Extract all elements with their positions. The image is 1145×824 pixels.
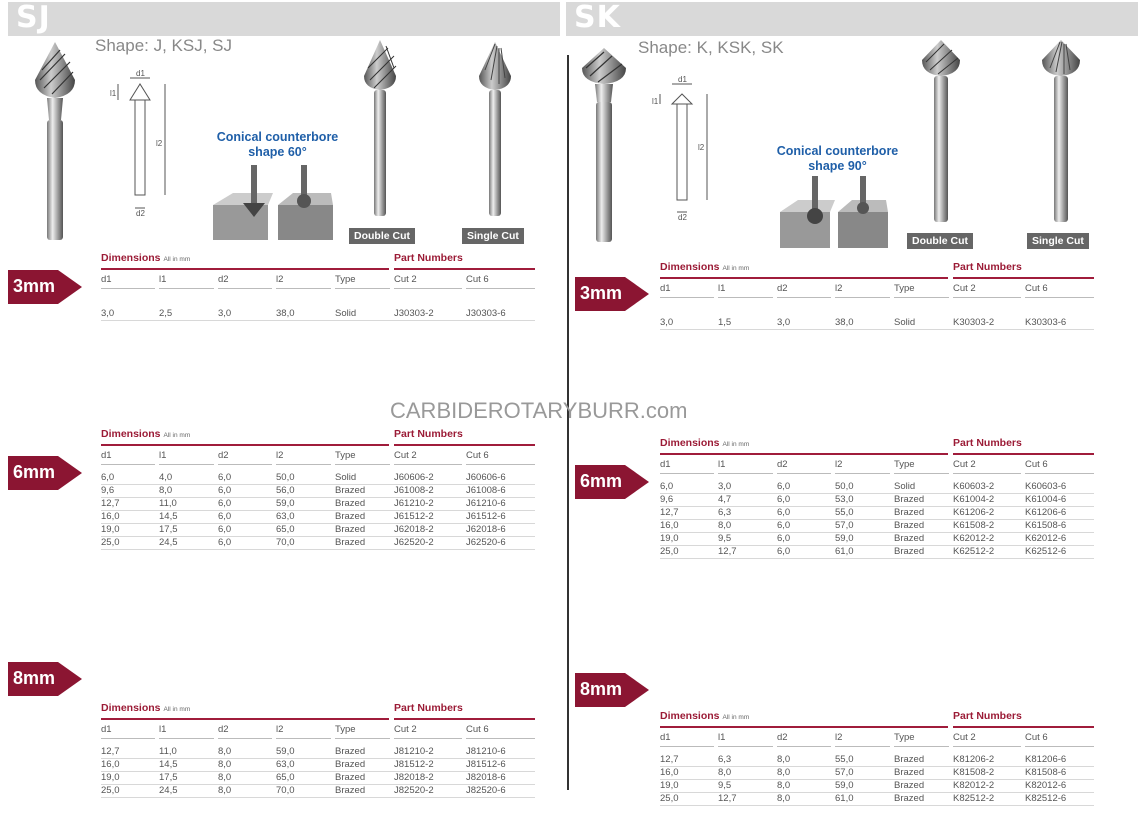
table-cell: K82012-2 [953,780,995,791]
table-cell: 16,0 [660,520,679,531]
column-header: Cut 6 [1025,283,1094,298]
column-header: d1 [101,274,155,289]
table-cell: 57,0 [835,520,854,531]
table-cell: J61210-6 [466,498,506,509]
sk-counterbore-label: Conical counterbore shape 90° [776,144,899,173]
table-cell: 61,0 [835,546,854,557]
table-cell: 11,0 [159,498,177,509]
table-cell: 16,0 [101,511,120,522]
table-cell: K81508-2 [953,767,995,778]
table-cell: 12,7 [660,754,679,765]
column-header: Type [335,274,390,289]
table-cell: 50,0 [835,481,854,492]
table-cell: Brazed [894,767,925,778]
table-cell: K61004-6 [1025,494,1067,505]
dimensions-header: Dimensions All in mm [101,428,389,446]
column-header: Cut 6 [466,724,535,739]
table-cell: 8,0 [718,767,732,778]
table-cell: Brazed [335,524,366,535]
table-cell: Solid [335,472,357,483]
table-cell: 38,0 [276,308,295,319]
table-cell: 6,0 [218,511,232,522]
table-row [660,520,1094,533]
table-cell: Brazed [894,793,925,804]
table-cell: K61004-2 [953,494,995,505]
sj-drawing-l1: l1 [110,89,117,98]
table-cell: 9,5 [718,780,732,791]
column-header: d2 [218,274,272,289]
table-cell: 55,0 [835,754,854,765]
column-header: l2 [276,450,331,465]
table-cell: 1,5 [718,317,732,328]
sk-drawing-d1: d1 [678,75,687,84]
column-header: Cut 2 [953,732,1021,747]
table-cell: Solid [335,308,357,319]
column-header: d2 [777,459,831,474]
table-cell: 6,3 [718,754,732,765]
column-header: Cut 2 [953,283,1021,298]
table-cell: 8,0 [777,754,791,765]
table-cell: J60606-6 [466,472,506,483]
table-cell: J60606-2 [394,472,434,483]
sj-counterbore-image [213,165,333,240]
table-cell: K82512-2 [953,793,995,804]
part-numbers-header: Part Numbers [953,261,1094,279]
table-cell: 59,0 [276,746,295,757]
table-row [660,507,1094,520]
table-row [101,511,535,524]
table-cell: 25,0 [660,793,679,804]
column-header: l2 [835,459,890,474]
table-cell: J30303-6 [466,308,506,319]
table-cell: Brazed [894,754,925,765]
table-cell: 3,0 [777,317,791,328]
table-cell: 8,0 [777,780,791,791]
sk-size-tag-6mm: 6mm [575,465,649,499]
table-cell: Solid [894,317,916,328]
sj-drawing-l2: l2 [156,139,163,148]
column-header: l1 [159,450,214,465]
column-header: l2 [276,724,331,739]
table-row [101,537,535,550]
table-cell: 70,0 [276,537,295,548]
table-cell: J61512-6 [466,511,506,522]
sj-size-tag-6mm: 6mm [8,456,82,490]
table-cell: Brazed [335,537,366,548]
table-row [660,317,1094,330]
table-cell: 6,0 [777,494,791,505]
column-header: Type [335,724,390,739]
sk-counterbore-image [780,176,890,248]
table-cell: 61,0 [835,793,854,804]
column-header: d2 [218,450,272,465]
column-header: l1 [718,459,773,474]
table-cell: 6,0 [101,472,115,483]
table-row [101,524,535,537]
table-cell: 6,0 [777,481,791,492]
table-cell: K82512-6 [1025,793,1067,804]
table-cell: 12,7 [718,793,737,804]
column-header: Type [894,459,949,474]
table-cell: Brazed [335,746,366,757]
part-numbers-header: Part Numbers [394,702,535,720]
table-cell: 3,0 [718,481,732,492]
table-cell: Solid [894,481,916,492]
table-cell: J81512-6 [466,759,506,770]
table-cell: 59,0 [835,533,854,544]
column-header: d2 [777,732,831,747]
sk-title: SK [574,0,621,35]
table-cell: J82520-6 [466,785,506,796]
table-cell: 55,0 [835,507,854,518]
table-cell: 16,0 [660,767,679,778]
table-cell: K82012-6 [1025,780,1067,791]
table-cell: 4,7 [718,494,732,505]
table-cell: K61206-2 [953,507,995,518]
table-cell: 6,3 [718,507,732,518]
table-cell: 8,0 [159,485,173,496]
table-cell: 38,0 [835,317,854,328]
column-header: Type [335,450,390,465]
dimensions-header: Dimensions All in mm [101,702,389,720]
sj-double-cut-image [360,38,400,220]
table-cell: 6,0 [218,472,232,483]
table-cell: J61210-2 [394,498,434,509]
table-cell: 9,5 [718,533,732,544]
table-cell: 3,0 [101,308,115,319]
table-cell: J61008-6 [466,485,506,496]
table-row [101,498,535,511]
table-cell: 19,0 [101,772,120,783]
table-cell: 8,0 [218,759,232,770]
dimensions-header: Dimensions All in mm [660,261,948,279]
table-cell: Brazed [894,507,925,518]
dimensions-header: Dimensions All in mm [660,710,948,728]
table-cell: 6,0 [218,485,232,496]
table-cell: 6,0 [660,481,674,492]
table-cell: 63,0 [276,759,295,770]
table-cell: 6,0 [777,546,791,557]
table-cell: 8,0 [777,767,791,778]
sj-drawing-d1: d1 [136,69,145,78]
table-cell: 12,7 [660,507,679,518]
table-row [660,793,1094,806]
column-header: d1 [660,732,714,747]
table-cell: 65,0 [276,524,295,535]
table-cell: 2,5 [159,308,173,319]
table-cell: J62018-2 [394,524,434,535]
table-cell: 6,0 [777,507,791,518]
table-cell: 9,6 [660,494,674,505]
table-cell: K61206-6 [1025,507,1067,518]
table-cell: K81206-6 [1025,754,1067,765]
table-cell: K60603-2 [953,481,995,492]
part-numbers-header: Part Numbers [394,428,535,446]
column-header: l2 [835,283,890,298]
table-cell: K60603-6 [1025,481,1067,492]
table-cell: 50,0 [276,472,295,483]
sj-single-cut-badge: Single Cut [462,228,524,244]
sj-title: SJ [16,0,51,35]
table-cell: 25,0 [660,546,679,557]
table-row [660,494,1094,507]
sk-size-tag-3mm: 3mm [575,277,649,311]
table-cell: 63,0 [276,511,295,522]
table-cell: 24,5 [159,785,178,796]
sj-double-cut-badge: Double Cut [349,228,415,244]
column-header: l2 [835,732,890,747]
table-cell: K62512-6 [1025,546,1067,557]
table-row [660,481,1094,494]
table-row [101,746,535,759]
sk-size-tag-8mm: 8mm [575,673,649,707]
table-cell: Brazed [335,485,366,496]
table-cell: Brazed [894,780,925,791]
column-header: d1 [101,450,155,465]
column-header: l1 [159,724,214,739]
table-cell: 65,0 [276,772,295,783]
table-cell: 6,0 [218,537,232,548]
table-cell: 8,0 [218,772,232,783]
table-cell: K62512-2 [953,546,995,557]
sk-single-cut-badge: Single Cut [1027,233,1089,249]
sj-burr-image [30,40,80,245]
table-cell: K62012-2 [953,533,995,544]
table-cell: 25,0 [101,785,120,796]
table-cell: K81508-6 [1025,767,1067,778]
table-cell: K62012-6 [1025,533,1067,544]
table-cell: Brazed [335,511,366,522]
table-cell: 12,7 [101,498,120,509]
table-cell: 8,0 [218,785,232,796]
sj-drawing-d2: d2 [136,209,145,216]
sj-size-tag-3mm: 3mm [8,270,82,304]
table-cell: J62520-2 [394,537,434,548]
sj-size-tag-8mm: 8mm [8,662,82,696]
part-numbers-header: Part Numbers [394,252,535,270]
sj-technical-drawing [110,66,180,216]
table-cell: K30303-2 [953,317,995,328]
column-header: l2 [276,274,331,289]
column-header: d2 [777,283,831,298]
sj-single-cut-image [475,40,515,220]
table-cell: 59,0 [276,498,295,509]
column-header: Cut 2 [394,450,462,465]
table-cell: K61508-2 [953,520,995,531]
table-cell: 53,0 [835,494,854,505]
table-cell: 8,0 [218,746,232,757]
table-cell: 6,0 [218,524,232,535]
sk-shape-label: Shape: K, KSK, SK [638,38,784,57]
table-cell: 59,0 [835,780,854,791]
column-header: Cut 6 [1025,459,1094,474]
table-cell: 56,0 [276,485,295,496]
column-header: d1 [660,459,714,474]
table-row [101,308,535,321]
table-cell: 17,5 [159,772,178,783]
column-header: Type [894,283,949,298]
column-header: Cut 6 [1025,732,1094,747]
table-cell: 57,0 [835,767,854,778]
column-header: Cut 6 [466,450,535,465]
column-header: d1 [101,724,155,739]
table-cell: Brazed [335,785,366,796]
table-cell: 19,0 [660,533,679,544]
table-cell: J81512-2 [394,759,434,770]
dimensions-header: Dimensions All in mm [101,252,389,270]
table-cell: K61508-6 [1025,520,1067,531]
column-header: Cut 2 [394,274,462,289]
table-row [101,472,535,485]
sk-drawing-l1: l1 [652,97,659,106]
sk-double-cut-image [918,38,964,226]
table-row [101,772,535,785]
table-cell: J62520-6 [466,537,506,548]
column-header: Type [894,732,949,747]
table-cell: Brazed [894,546,925,557]
table-cell: J61512-2 [394,511,434,522]
table-row [101,759,535,772]
table-cell: J81210-2 [394,746,434,757]
table-cell: 12,7 [101,746,120,757]
table-cell: 8,0 [718,520,732,531]
table-cell: 16,0 [101,759,120,770]
table-cell: 14,5 [159,759,178,770]
column-header: l1 [718,283,773,298]
table-cell: 19,0 [660,780,679,791]
table-cell: 8,0 [777,793,791,804]
sk-technical-drawing [652,72,722,222]
table-row [660,780,1094,793]
table-cell: Brazed [335,759,366,770]
table-row [101,485,535,498]
table-cell: Brazed [894,494,925,505]
table-cell: 25,0 [101,537,120,548]
table-cell: J82018-6 [466,772,506,783]
table-cell: J62018-6 [466,524,506,535]
column-header: l1 [159,274,214,289]
table-row [660,767,1094,780]
sj-shape-label: Shape: J, KSJ, SJ [95,36,233,55]
table-cell: K81206-2 [953,754,995,765]
table-cell: 14,5 [159,511,178,522]
sj-header-bar [8,2,560,36]
table-cell: 6,0 [218,498,232,509]
table-cell: 4,0 [159,472,173,483]
watermark: CARBIDEROTARYBURR.com [390,398,688,423]
sk-burr-image [578,42,630,247]
part-numbers-header: Part Numbers [953,710,1094,728]
table-row [660,533,1094,546]
column-header: d1 [660,283,714,298]
table-cell: 24,5 [159,537,178,548]
table-cell: 11,0 [159,746,177,757]
sk-drawing-d2: d2 [678,213,687,222]
table-cell: 6,0 [777,520,791,531]
column-header: Cut 2 [953,459,1021,474]
table-cell: Brazed [335,498,366,509]
table-cell: Brazed [335,772,366,783]
table-cell: 6,0 [777,533,791,544]
table-cell: J81210-6 [466,746,506,757]
table-row [660,754,1094,767]
dimensions-header: Dimensions All in mm [660,437,948,455]
table-cell: 12,7 [718,546,737,557]
table-cell: 19,0 [101,524,120,535]
table-cell: J82018-2 [394,772,434,783]
column-header: d2 [218,724,272,739]
table-row [660,546,1094,559]
sj-counterbore-label: Conical counterbore shape 60° [216,130,339,159]
table-cell: J30303-2 [394,308,434,319]
table-cell: 3,0 [660,317,674,328]
table-cell: Brazed [894,520,925,531]
table-cell: 17,5 [159,524,178,535]
table-cell: Brazed [894,533,925,544]
column-header: l1 [718,732,773,747]
table-row [101,785,535,798]
table-cell: K30303-6 [1025,317,1067,328]
table-cell: J82520-2 [394,785,434,796]
sk-single-cut-image [1038,38,1084,226]
sk-double-cut-badge: Double Cut [907,233,973,249]
sk-drawing-l2: l2 [698,143,705,152]
part-numbers-header: Part Numbers [953,437,1094,455]
table-cell: 3,0 [218,308,232,319]
column-header: Cut 2 [394,724,462,739]
column-header: Cut 6 [466,274,535,289]
table-cell: J61008-2 [394,485,434,496]
table-cell: 9,6 [101,485,115,496]
sk-header-bar [566,2,1138,36]
table-cell: 70,0 [276,785,295,796]
